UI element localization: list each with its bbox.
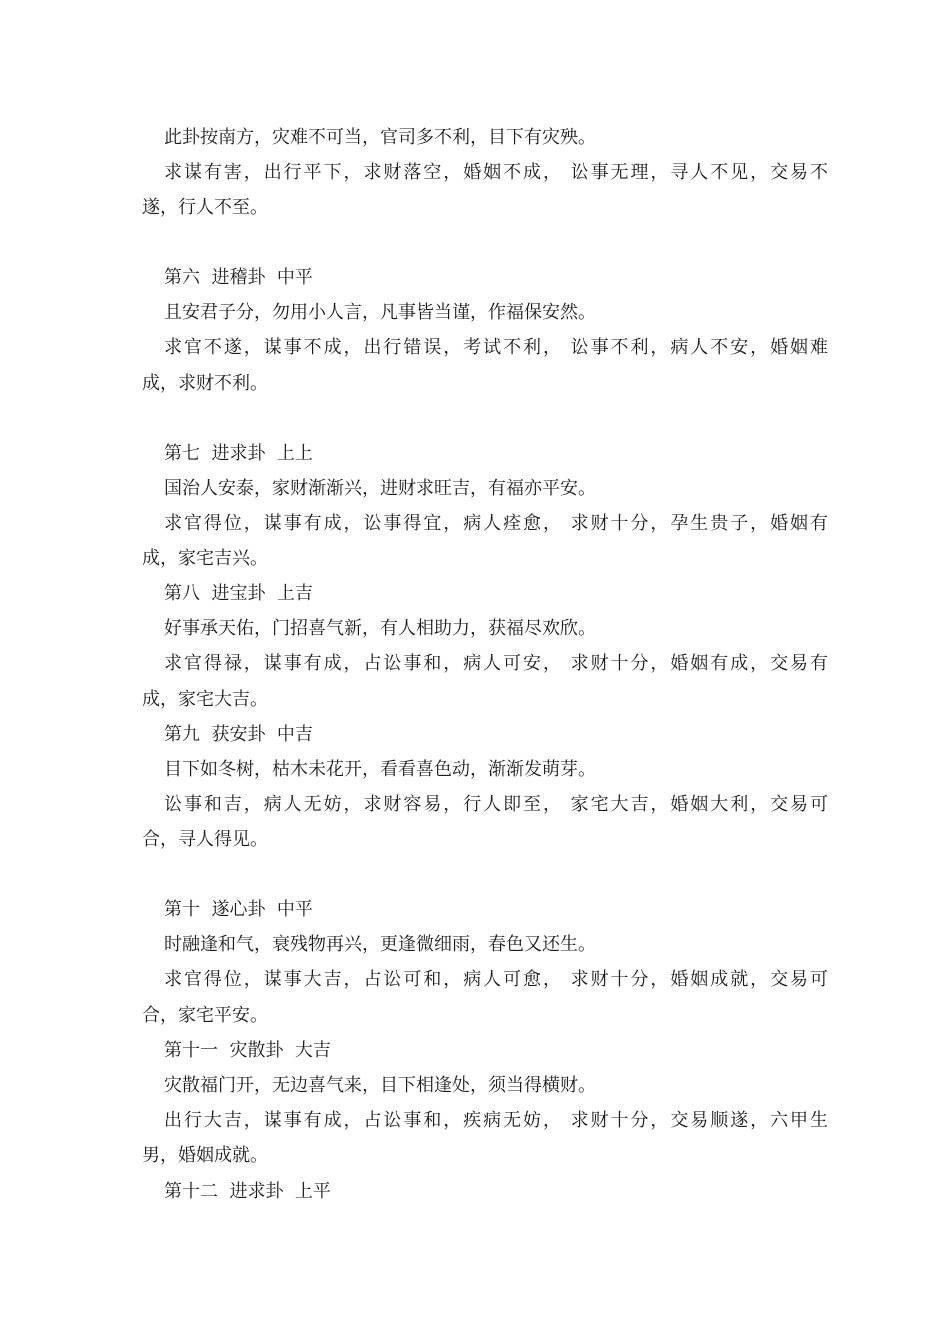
section-heading: 第十一 灾散卦 大吉 (164, 1040, 331, 1061)
body-line: 男，婚姻成就。 (142, 1145, 268, 1166)
section-heading: 第七 进求卦 上上 (164, 443, 313, 464)
verse-line: 国治人安泰，家财渐渐兴，进财求旺吉，有福亦平安。 (164, 478, 596, 499)
verse-line: 且安君子分，勿用小人言，凡事皆当谨，作福保安然。 (164, 302, 596, 323)
section-heading: 第六 进稽卦 中平 (164, 267, 313, 288)
section-heading: 第八 进宝卦 上吉 (164, 583, 313, 604)
body-line: 成，家宅吉兴。 (142, 548, 268, 569)
verse-line: 好事承天佑，门招喜气新，有人相助力，获福尽欢欣。 (164, 618, 596, 639)
body-line: 求官得位，谋事大吉，占讼可和，病人可愈， 求财十分，婚姻成就，交易可 (164, 969, 828, 990)
verse-line: 时融逢和气，衰残物再兴，更逢微细雨，春色又还生。 (164, 934, 596, 955)
body-line: 合，家宅平安。 (142, 1005, 268, 1026)
body-line: 讼事和吉，病人无妨，求财容易，行人即至， 家宅大吉，婚姻大利，交易可 (164, 794, 828, 815)
body-line: 出行大吉，谋事有成，占讼事和，疾病无妨， 求财十分，交易顺遂，六甲生 (164, 1110, 828, 1131)
verse-line: 目下如冬树，枯木未花开，看看喜色动，渐渐发萌芽。 (164, 759, 596, 780)
body-line: 合，寻人得见。 (142, 829, 268, 850)
section-heading: 第十二 进求卦 上平 (164, 1181, 331, 1202)
body-line: 求官得禄，谋事有成，占讼事和，病人可安， 求财十分，婚姻有成，交易有 (164, 653, 828, 674)
section-heading: 第九 获安卦 中吉 (164, 724, 313, 745)
body-line: 求谋有害，出行平下，求财落空，婚姻不成， 讼事无理，寻人不见，交易不 (164, 162, 828, 183)
section-heading: 第十 遂心卦 中平 (164, 899, 313, 920)
body-line: 求官得位，谋事有成，讼事得宜，病人痊愈， 求财十分，孕生贵子，婚姻有 (164, 513, 828, 534)
body-line: 成，家宅大吉。 (142, 689, 268, 710)
body-line: 遂，行人不至。 (142, 197, 268, 218)
body-line: 求官不遂，谋事不成，出行错误，考试不利， 讼事不利，病人不安，婚姻难 (164, 337, 828, 358)
body-line: 成，求财不利。 (142, 373, 268, 394)
body-line: 此卦按南方，灾难不可当，官司多不利，目下有灾殃。 (164, 127, 596, 148)
verse-line: 灾散福门开，无边喜气来，目下相逢处，须当得横财。 (164, 1075, 596, 1096)
